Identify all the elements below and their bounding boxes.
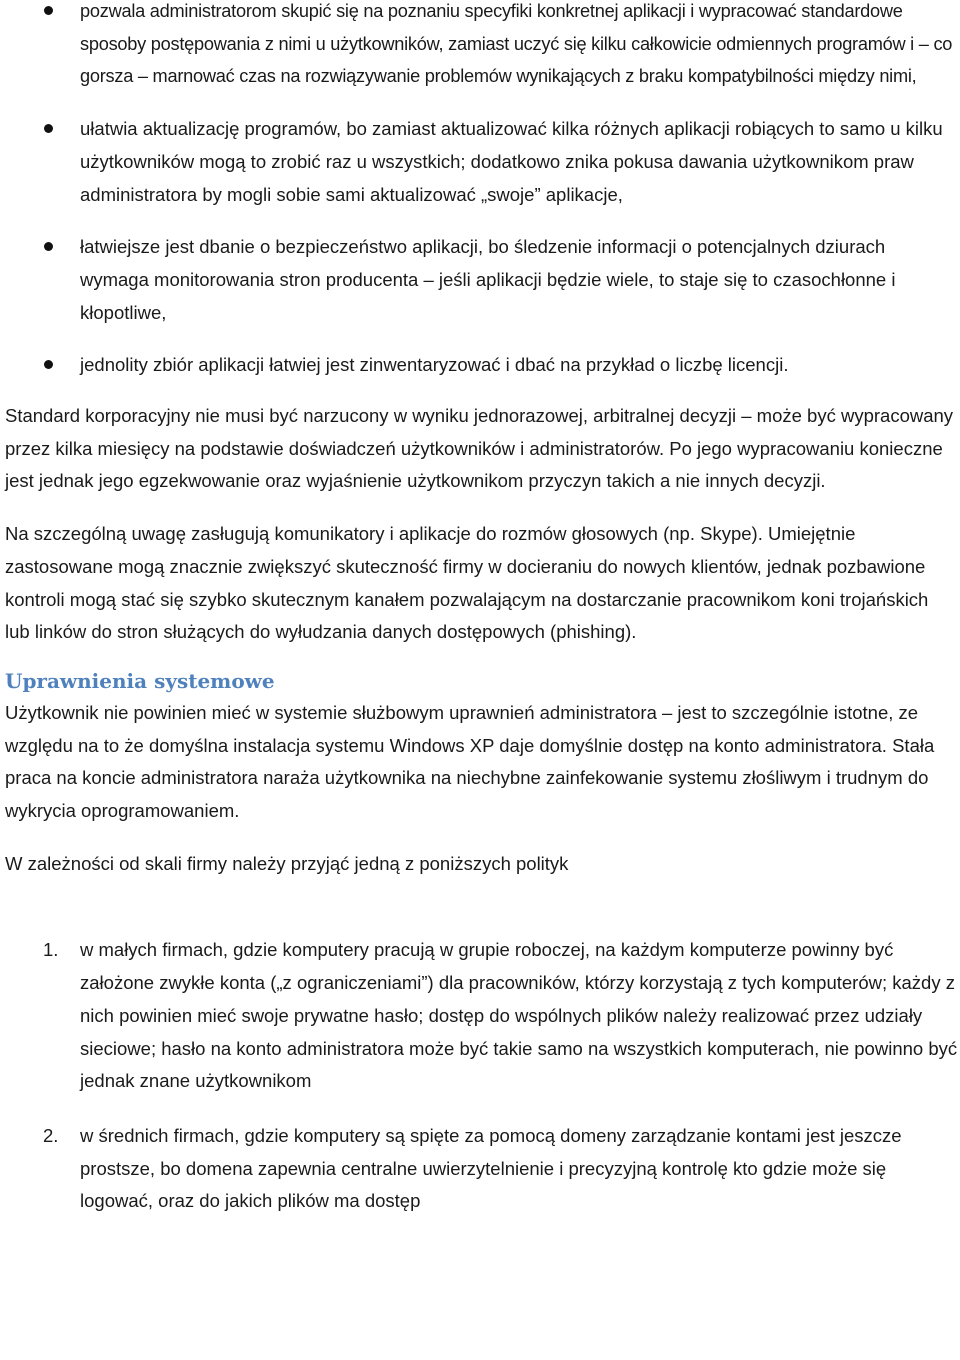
bullet-item-1 — [0, 0, 960, 93]
paragraph-admin-rights: Użytkownik nie powinien mieć w systemie służbowym uprawnień administratora – jest to szczególnie istotne, ze względu na to że domyślna instalacja systemu Windows XP daje domyślnie dostęp na konto administratora. Stała praca na koncie administratora naraża użytkownika na niechybne zainfekowanie systemu złośliwym i trudnym do wykrycia oprogramowaniem. — [5, 701, 935, 822]
bullet-icon — [44, 242, 53, 251]
numbered-list — [0, 934, 960, 1218]
bullet-icon — [44, 360, 53, 369]
item-number: 1. — [43, 939, 59, 961]
bullet-item-3 — [0, 231, 960, 329]
bullet-icon — [44, 6, 53, 15]
paragraph-policies-intro: W zależności od skali firmy należy przyjąć jedną z poniższych polityk — [5, 852, 569, 874]
numbered-item-1 — [0, 934, 960, 1098]
item-text: w małych firmach, gdzie komputery pracują w grupie roboczej, na każdym komputerze powinny być założone zwykłe konta („z ograniczeniami”) dla pracowników, którzy korzystają z tych komputerów; każdy z nich powinien mieć swoje prywatne hasło; dostęp do wspólnych plików należy realizować przez udziały sieciowe; hasło na konto administratora może być takie samo na wszystkich komputerach, nie powinno być jednak znane użytkownikom — [80, 939, 958, 1092]
item-number: 2. — [43, 1124, 59, 1146]
bullet-text: pozwala administratorom skupić się na poznaniu specyfiki konkretnej aplikacji i wypracować standardowe sposoby postępowania z nimi u użytkowników, zamiast uczyć się kilku całkowicie odmiennych programów i – co gorsza – marnować czas na rozwiązywanie problemów wynikających z braku kompatybilności między nimi, — [80, 1, 953, 87]
bullet-text: ułatwia aktualizację programów, bo zamiast aktualizować kilka różnych aplikacji robiących to samo u kilku użytkowników mogą to zrobić raz u wszystkich; dodatkowo znika pokusa dawania użytkownikom praw administratora by mogli sobie sami aktualizować „swoje” aplikacje, — [80, 118, 943, 205]
bullet-list — [0, 0, 960, 382]
bullet-item-2 — [0, 113, 960, 211]
bullet-text: jednolity zbiór aplikacji łatwiej jest zinwentaryzować i dbać na przykład o liczbę licencji. — [80, 354, 789, 376]
section-heading: Uprawnienia systemowe — [5, 668, 275, 693]
bullet-icon — [44, 124, 53, 133]
item-text: w średnich firmach, gdzie komputery są spięte za pomocą domeny zarządzanie kontami jest jeszcze prostsze, bo domena zapewnia centralne uwierzytelnienie i precyzyjną kontrolę kto gdzie może się logować, oraz do jakich plików ma dostęp — [80, 1124, 902, 1212]
bullet-text: łatwiejsze jest dbanie o bezpieczeństwo aplikacji, bo śledzenie informacji o potencjalnych dziurach wymaga monitorowania stron producenta – jeśli aplikacji będzie wiele, to staje się to czasochłonne i kłopotliwe, — [80, 236, 896, 323]
paragraph-communicators: Na szczególną uwagę zasługują komunikatory i aplikacje do rozmów głosowych (np. Skype). Umiejętnie zastosowane mogą znacznie zwiększyć skuteczność firmy w docieraniu do nowych klientów, jednak pozbawione kontroli mogą stać się szybko skutecznym kanałem pozwalającym na dostarczanie pracownikom koni trojańskich lub linków do stron służących do wyłudzania danych dostępowych (phishing). — [5, 523, 929, 643]
bullet-item-4 — [0, 349, 960, 382]
paragraph-standard: Standard korporacyjny nie musi być narzucony w wyniku jednorazowej, arbitralnej decyzji – może być wypracowany przez kilka miesięcy na podstawie doświadczeń użytkowników i administratorów. Po jego wypracowaniu konieczne jest jednak jego egzekwowanie oraz wyjaśnienie użytkownikom przyczyn takich a nie innych decyzji. — [5, 405, 954, 492]
numbered-item-2 — [0, 1120, 960, 1218]
